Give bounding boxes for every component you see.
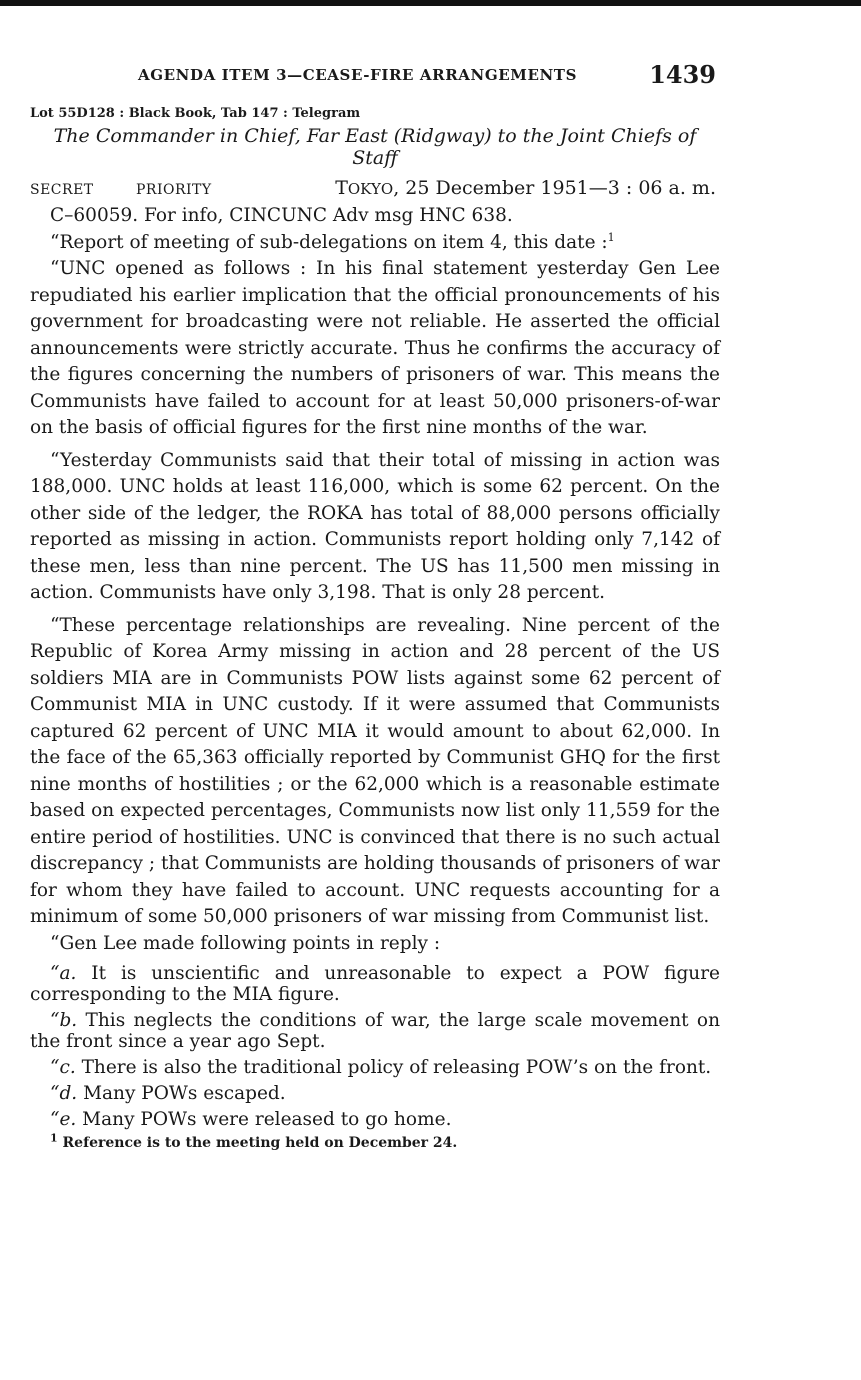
footnote-ref: 1	[607, 230, 615, 244]
place-initial: T	[335, 177, 348, 199]
document-page	[30, 60, 720, 1151]
point-text: Many POWs escaped.	[77, 1083, 286, 1104]
list-item	[30, 963, 720, 1005]
point-label: “d.	[50, 1083, 78, 1104]
paragraph-unc-opening: “UNC opened as follows : In his final statement yesterday Gen Lee repudiated his earlier implication that the official pronouncements of his government for broadcasting were not reliable. He asserted the official announcements were strictly accurate. Thus he confirms the accuracy of the figures concerning the numbers of prisoners of war. This means the Communists have failed to account for at least 50,000 prisoners-of-war on the basis of official figures for the first nine months of the war.	[30, 258, 720, 438]
place-and-date	[335, 177, 716, 199]
precedence-label: PRIORITY	[136, 182, 212, 198]
reply-points-list	[30, 963, 720, 1130]
list-item	[30, 1057, 720, 1078]
point-label: “b.	[50, 1010, 78, 1031]
list-item	[30, 1109, 720, 1130]
paragraph-lee-reply: “Gen Lee made following points in reply :	[50, 932, 441, 954]
message-reference: C–60059. For info, CINCUNC Adv msg HNC 638.	[50, 205, 513, 226]
point-text: This neglects the conditions of war, the large scale movement on the front since a year ago Sept.	[30, 1010, 720, 1052]
list-item	[30, 1083, 720, 1104]
point-text: There is also the traditional policy of releasing POW’s on the front.	[75, 1057, 712, 1078]
running-head	[30, 60, 720, 94]
report-intro	[30, 230, 720, 257]
paragraph-percentages: “These percentage relationships are revealing. Nine percent of the Republic of Korea Army missing in action and 28 percent of the US soldiers MIA are in Communists POW lists against some 62 percent of Communist MIA in UNC custody. If it were assumed that Communists captured 62 percent of UNC MIA it would amount to about 62,000. In the face of the 65,363 officially reported by Communist GHQ for the first nine months of hostilities ; or the 62,000 which is a reasonable estimate based on expected percentages, Communists now list only 11,559 for the entire period of hostilities. UNC is convinced that there is no such actual discrepancy ; that Communists are holding thousands of prisoners of war for whom they have failed to account. UNC requests accounting for a minimum of some 50,000 prisoners of war missing from Communist list.	[30, 614, 721, 927]
scan-top-edge	[0, 0, 861, 6]
date-time: , 25 December 1951—3 : 06 a. m.	[393, 177, 716, 199]
point-label: “c.	[50, 1057, 76, 1078]
running-head-title: AGENDA ITEM 3—CEASE-FIRE ARRANGEMENTS	[138, 66, 578, 84]
report-intro-text: “Report of meeting of sub-delegations on item 4, this date :	[50, 231, 608, 253]
point-text: It is unscientific and unreasonable to expect a POW figure corresponding to the MIA figure.	[30, 963, 720, 1005]
footnote-marker: 1	[50, 1131, 58, 1145]
list-item	[30, 1010, 720, 1052]
classification-label: SECRET	[30, 182, 94, 198]
dateline	[30, 177, 720, 203]
document-title: The Commander in Chief, Far East (Ridgway) to the Joint Chiefs of Staff	[53, 125, 697, 169]
point-text: Many POWs were released to go home.	[76, 1109, 452, 1130]
source-citation: Lot 55D128 : Black Book, Tab 147 : Telegram	[30, 106, 361, 121]
footnote	[30, 1131, 720, 1151]
place-rest: OKYO	[347, 180, 394, 198]
page-number: 1439	[649, 60, 716, 89]
point-label: “a.	[50, 963, 77, 984]
point-label: “e.	[50, 1109, 77, 1130]
footnote-text: Reference is to the meeting held on December 24.	[57, 1135, 458, 1151]
paragraph-missing-figures: “Yesterday Communists said that their total of missing in action was 188,000. UNC holds at least 116,000, which is some 62 percent. On the other side of the ledger, the ROKA has total of 88,000 persons officially reported as missing in action. Communists report holding only 7,142 of these men, less than nine percent. The US has 11,500 men missing in action. Communists have only 3,198. That is only 28 percent.	[30, 449, 720, 603]
